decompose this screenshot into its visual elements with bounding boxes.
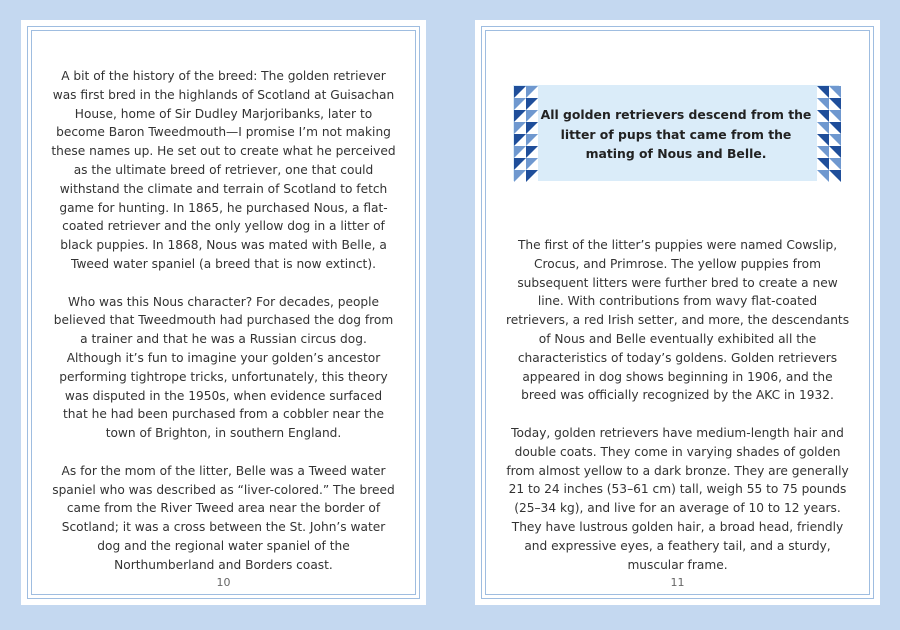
left-page xyxy=(21,20,426,605)
right-page xyxy=(475,20,880,605)
callout-quote: All golden retrievers descend from the litter of pups that came from the mating of Nous and Belle. xyxy=(540,107,812,161)
paragraph-history: A bit of the history of the breed: The golden retriever was first bred in the highlands of Scotland at Guisachan House, home of Sir Dudley Marjoribanks, later to become Baron Tweedmouth—I promise I’m not making these names up. He set out to create what he perceived as the ultimate breed of retriever, one that could withstand the climate and terrain of Scotland to fetch game for hunting. In 1865, he purchased Nous, a flat-coated retriever and the only yellow dog in a litter of black puppies. In 1868, Nous was mated with Belle, a Tweed water spaniel (a breed that is now extinct). xyxy=(51,69,396,271)
paragraph-belle: As for the mom of the litter, Belle was a Tweed water spaniel who was described as “liver-colored.” The breed came from the River Tweed area near the border of Scotland; it was a cross between the St. John’s water dog and the regional water spaniel of the Northumberland and Borders coast. xyxy=(52,463,395,572)
page-number: 11 xyxy=(670,576,685,589)
paragraph-appearance: Today, golden retrievers have medium-length hair and double coats. They come in varying shades of golden from almost yellow to a dark bronze. They are generally 21 to 24 inches (53–61 cm) tall, weigh 55 to 75 pounds (25–34 kg), and live for an average of 10 to 12 years. They have lustrous golden hair, a broad head, friendly and expressive eyes, a feathery tail, and a sturdy, muscular frame. xyxy=(506,425,849,572)
paragraph-nous: Who was this Nous character? For decades, people believed that Tweedmouth had purchased the dog from a trainer and that he was a Russian circus dog. Although it’s fun to imagine your golden’s ancestor performing tightrope tricks, unfortunately, this theory was disputed in the 1950s, when evidence surfaced that he had been purchased from a cobbler near the town of Brighton, in southern England. xyxy=(53,294,394,441)
triangle-pattern-right-icon xyxy=(817,86,841,182)
right-page-body xyxy=(505,236,850,593)
paragraph-litter: The first of the litter’s puppies were named Cowslip, Crocus, and Primrose. The yellow puppies from subsequent litters were further bred to create a new line. With contributions from wavy flat-coated retrievers, a red Irish setter, and more, the descendants of Nous and Belle eventually exhibited all the characteristics of today’s goldens. Golden retrievers appeared in dog shows beginning in 1906, and the breed was officially recognized by the AKC in 1932. xyxy=(505,238,850,403)
page-number: 10 xyxy=(216,576,231,589)
left-page-body xyxy=(51,67,396,593)
